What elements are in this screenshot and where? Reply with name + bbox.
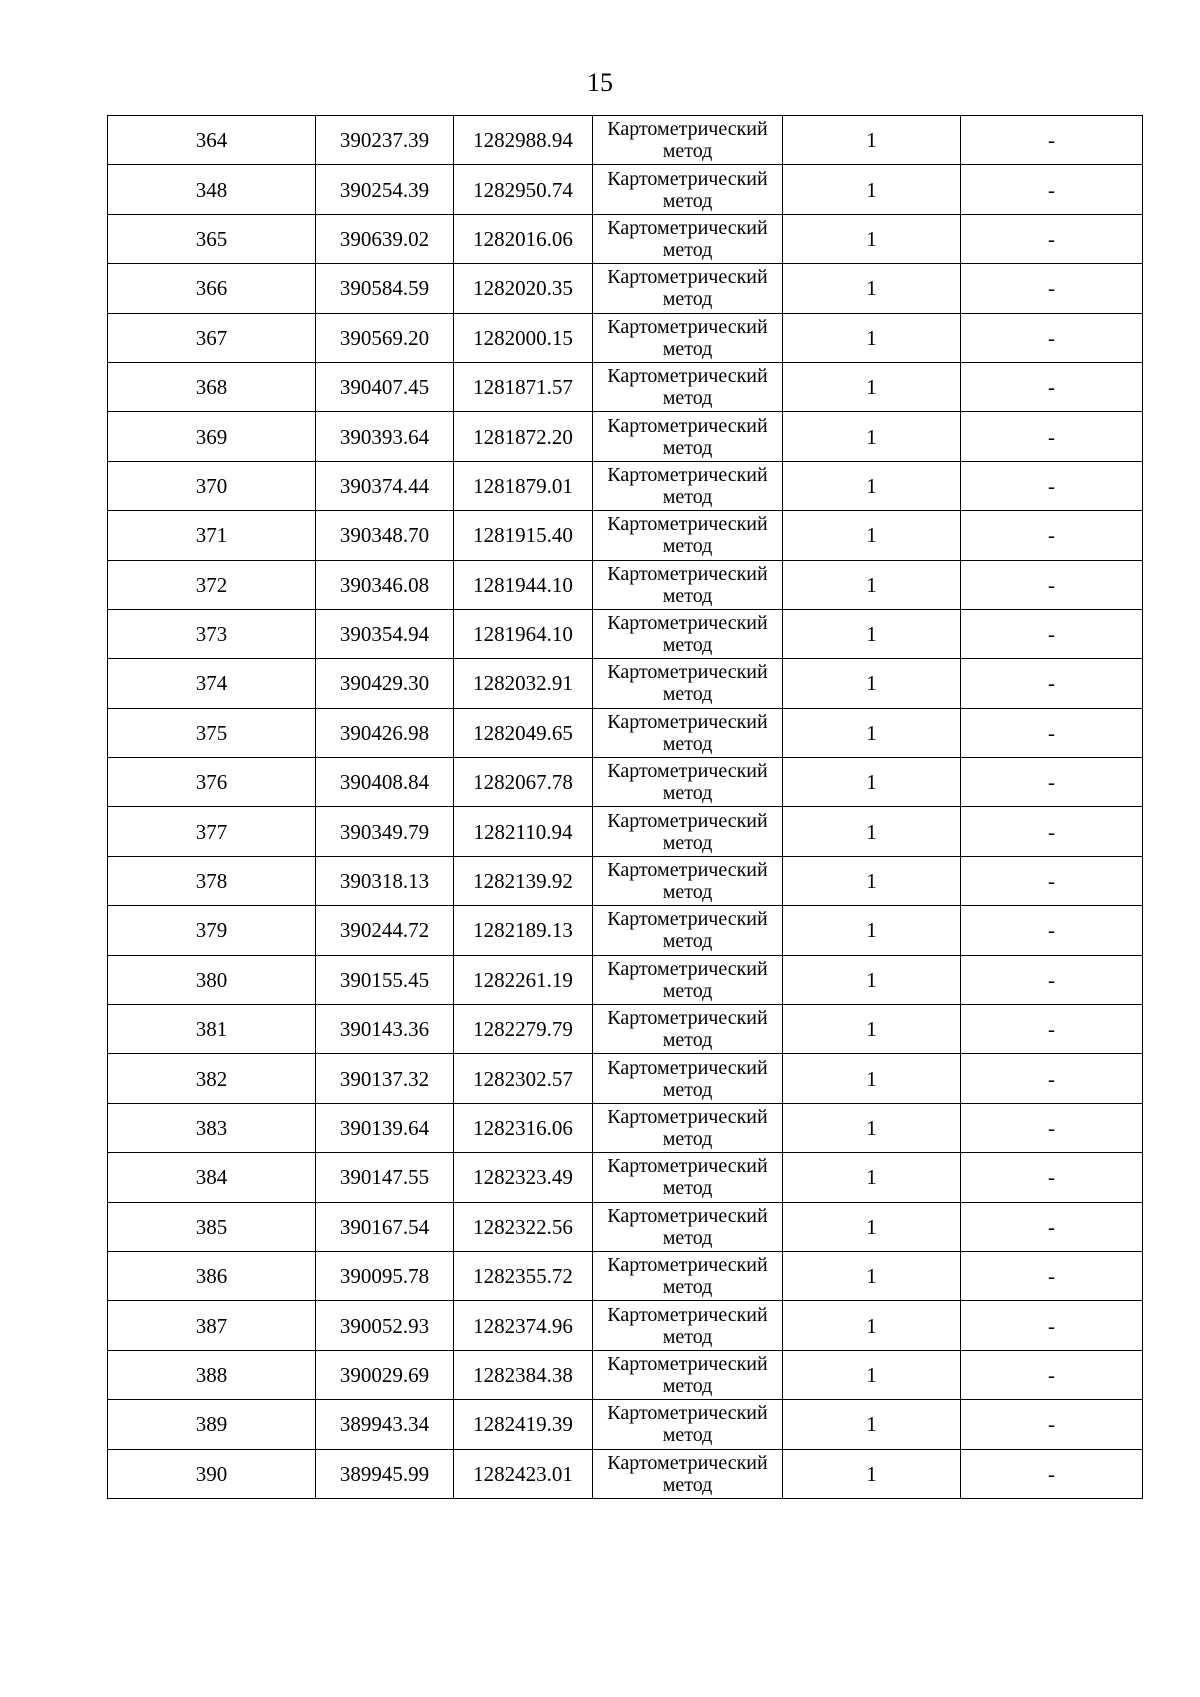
method-cell: Картометрический метод: [593, 955, 783, 1004]
method-cell: Картометрический метод: [593, 1251, 783, 1300]
y-coordinate-cell: 1282419.39: [454, 1400, 593, 1449]
point-number-cell: 378: [108, 856, 316, 905]
point-number-cell: 390: [108, 1449, 316, 1498]
method-cell: Картометрический метод: [593, 708, 783, 757]
y-coordinate-cell: 1282189.13: [454, 906, 593, 955]
accuracy-cell: 1: [783, 1251, 961, 1300]
table-row: [108, 659, 1143, 708]
x-coordinate-cell: 390254.39: [316, 165, 454, 214]
description-cell: -: [961, 1400, 1143, 1449]
x-coordinate-cell: 390155.45: [316, 955, 454, 1004]
description-cell: -: [961, 906, 1143, 955]
accuracy-cell: 1: [783, 609, 961, 658]
method-cell: Картометрический метод: [593, 1301, 783, 1350]
table-row: [108, 362, 1143, 411]
description-cell: -: [961, 560, 1143, 609]
point-number-cell: 375: [108, 708, 316, 757]
method-cell: Картометрический метод: [593, 362, 783, 411]
page-number: 15: [587, 68, 613, 97]
method-cell: Картометрический метод: [593, 758, 783, 807]
method-cell: Картометрический метод: [593, 1153, 783, 1202]
point-number-cell: 388: [108, 1350, 316, 1399]
description-cell: -: [961, 758, 1143, 807]
point-number-cell: 380: [108, 955, 316, 1004]
description-cell: -: [961, 659, 1143, 708]
description-cell: -: [961, 1153, 1143, 1202]
description-cell: -: [961, 955, 1143, 1004]
table-row: [108, 1449, 1143, 1498]
x-coordinate-cell: 390147.55: [316, 1153, 454, 1202]
x-coordinate-cell: 390095.78: [316, 1251, 454, 1300]
y-coordinate-cell: 1281872.20: [454, 412, 593, 461]
method-cell: Картометрический метод: [593, 116, 783, 165]
y-coordinate-cell: 1282355.72: [454, 1251, 593, 1300]
accuracy-cell: 1: [783, 1301, 961, 1350]
table-row: [108, 511, 1143, 560]
description-cell: -: [961, 116, 1143, 165]
description-cell: -: [961, 609, 1143, 658]
accuracy-cell: 1: [783, 461, 961, 510]
method-cell: Картометрический метод: [593, 1202, 783, 1251]
y-coordinate-cell: 1282032.91: [454, 659, 593, 708]
table-row: [108, 1202, 1143, 1251]
accuracy-cell: 1: [783, 165, 961, 214]
description-cell: -: [961, 362, 1143, 411]
accuracy-cell: 1: [783, 511, 961, 560]
y-coordinate-cell: 1282316.06: [454, 1103, 593, 1152]
table-row: [108, 214, 1143, 263]
accuracy-cell: 1: [783, 659, 961, 708]
point-number-cell: 364: [108, 116, 316, 165]
method-cell: Картометрический метод: [593, 906, 783, 955]
y-coordinate-cell: 1281871.57: [454, 362, 593, 411]
point-number-cell: 369: [108, 412, 316, 461]
description-cell: -: [961, 461, 1143, 510]
description-cell: -: [961, 1054, 1143, 1103]
accuracy-cell: 1: [783, 560, 961, 609]
accuracy-cell: 1: [783, 955, 961, 1004]
point-number-cell: 379: [108, 906, 316, 955]
x-coordinate-cell: 390137.32: [316, 1054, 454, 1103]
point-number-cell: 348: [108, 165, 316, 214]
y-coordinate-cell: 1282049.65: [454, 708, 593, 757]
accuracy-cell: 1: [783, 1005, 961, 1054]
point-number-cell: 368: [108, 362, 316, 411]
x-coordinate-cell: 390569.20: [316, 313, 454, 362]
description-cell: -: [961, 708, 1143, 757]
y-coordinate-cell: 1282423.01: [454, 1449, 593, 1498]
x-coordinate-cell: 390237.39: [316, 116, 454, 165]
x-coordinate-cell: 390029.69: [316, 1350, 454, 1399]
y-coordinate-cell: 1282020.35: [454, 264, 593, 313]
y-coordinate-cell: 1282988.94: [454, 116, 593, 165]
point-number-cell: 383: [108, 1103, 316, 1152]
y-coordinate-cell: 1282000.15: [454, 313, 593, 362]
y-coordinate-cell: 1282374.96: [454, 1301, 593, 1350]
y-coordinate-cell: 1282384.38: [454, 1350, 593, 1399]
y-coordinate-cell: 1282110.94: [454, 807, 593, 856]
table-row: [108, 906, 1143, 955]
accuracy-cell: 1: [783, 708, 961, 757]
point-number-cell: 372: [108, 560, 316, 609]
x-coordinate-cell: 390407.45: [316, 362, 454, 411]
point-number-cell: 389: [108, 1400, 316, 1449]
accuracy-cell: 1: [783, 214, 961, 263]
point-number-cell: 385: [108, 1202, 316, 1251]
method-cell: Картометрический метод: [593, 214, 783, 263]
method-cell: Картометрический метод: [593, 511, 783, 560]
method-cell: Картометрический метод: [593, 1103, 783, 1152]
table-row: [108, 807, 1143, 856]
x-coordinate-cell: 390639.02: [316, 214, 454, 263]
table-row: [108, 1350, 1143, 1399]
accuracy-cell: 1: [783, 1103, 961, 1152]
method-cell: Картометрический метод: [593, 659, 783, 708]
point-number-cell: 381: [108, 1005, 316, 1054]
method-cell: Картометрический метод: [593, 807, 783, 856]
description-cell: -: [961, 165, 1143, 214]
method-cell: Картометрический метод: [593, 1350, 783, 1399]
point-number-cell: 386: [108, 1251, 316, 1300]
point-number-cell: 366: [108, 264, 316, 313]
description-cell: -: [961, 1202, 1143, 1251]
point-number-cell: 384: [108, 1153, 316, 1202]
accuracy-cell: 1: [783, 264, 961, 313]
description-cell: -: [961, 1301, 1143, 1350]
accuracy-cell: 1: [783, 758, 961, 807]
method-cell: Картометрический метод: [593, 1005, 783, 1054]
description-cell: -: [961, 511, 1143, 560]
table-row: [108, 1153, 1143, 1202]
y-coordinate-cell: 1282016.06: [454, 214, 593, 263]
method-cell: Картометрический метод: [593, 856, 783, 905]
point-number-cell: 376: [108, 758, 316, 807]
point-number-cell: 371: [108, 511, 316, 560]
description-cell: -: [961, 264, 1143, 313]
point-number-cell: 373: [108, 609, 316, 658]
y-coordinate-cell: 1282323.49: [454, 1153, 593, 1202]
table-row: [108, 560, 1143, 609]
x-coordinate-cell: 390244.72: [316, 906, 454, 955]
x-coordinate-cell: 389945.99: [316, 1449, 454, 1498]
point-number-cell: 365: [108, 214, 316, 263]
method-cell: Картометрический метод: [593, 609, 783, 658]
y-coordinate-cell: 1282139.92: [454, 856, 593, 905]
accuracy-cell: 1: [783, 1400, 961, 1449]
point-number-cell: 370: [108, 461, 316, 510]
method-cell: Картометрический метод: [593, 165, 783, 214]
y-coordinate-cell: 1281964.10: [454, 609, 593, 658]
x-coordinate-cell: 390348.70: [316, 511, 454, 560]
point-number-cell: 374: [108, 659, 316, 708]
x-coordinate-cell: 390374.44: [316, 461, 454, 510]
y-coordinate-cell: 1282261.19: [454, 955, 593, 1004]
table-row: [108, 313, 1143, 362]
accuracy-cell: 1: [783, 116, 961, 165]
table-row: [108, 264, 1143, 313]
point-number-cell: 377: [108, 807, 316, 856]
table-row: [108, 1103, 1143, 1152]
x-coordinate-cell: 390052.93: [316, 1301, 454, 1350]
coordinates-table-body: [108, 116, 1143, 1499]
table-row: [108, 609, 1143, 658]
x-coordinate-cell: 390584.59: [316, 264, 454, 313]
table-row: [108, 1054, 1143, 1103]
table-row: [108, 1301, 1143, 1350]
method-cell: Картометрический метод: [593, 313, 783, 362]
method-cell: Картометрический метод: [593, 264, 783, 313]
point-number-cell: 367: [108, 313, 316, 362]
table-row: [108, 955, 1143, 1004]
x-coordinate-cell: 390167.54: [316, 1202, 454, 1251]
x-coordinate-cell: 390318.13: [316, 856, 454, 905]
accuracy-cell: 1: [783, 1153, 961, 1202]
method-cell: Картометрический метод: [593, 560, 783, 609]
x-coordinate-cell: 390143.36: [316, 1005, 454, 1054]
y-coordinate-cell: 1282302.57: [454, 1054, 593, 1103]
point-number-cell: 382: [108, 1054, 316, 1103]
table-row: [108, 708, 1143, 757]
description-cell: -: [961, 412, 1143, 461]
accuracy-cell: 1: [783, 807, 961, 856]
description-cell: -: [961, 856, 1143, 905]
table-row: [108, 1005, 1143, 1054]
table-row: [108, 856, 1143, 905]
y-coordinate-cell: 1282322.56: [454, 1202, 593, 1251]
y-coordinate-cell: 1282950.74: [454, 165, 593, 214]
method-cell: Картометрический метод: [593, 1400, 783, 1449]
accuracy-cell: 1: [783, 1350, 961, 1399]
description-cell: -: [961, 1350, 1143, 1399]
accuracy-cell: 1: [783, 362, 961, 411]
table-row: [108, 412, 1143, 461]
x-coordinate-cell: 390429.30: [316, 659, 454, 708]
point-number-cell: 387: [108, 1301, 316, 1350]
x-coordinate-cell: 390139.64: [316, 1103, 454, 1152]
x-coordinate-cell: 389943.34: [316, 1400, 454, 1449]
x-coordinate-cell: 390408.84: [316, 758, 454, 807]
table-row: [108, 165, 1143, 214]
y-coordinate-cell: 1281944.10: [454, 560, 593, 609]
accuracy-cell: 1: [783, 313, 961, 362]
description-cell: -: [961, 1103, 1143, 1152]
accuracy-cell: 1: [783, 1054, 961, 1103]
accuracy-cell: 1: [783, 906, 961, 955]
description-cell: -: [961, 1005, 1143, 1054]
description-cell: -: [961, 807, 1143, 856]
description-cell: -: [961, 313, 1143, 362]
method-cell: Картометрический метод: [593, 1054, 783, 1103]
accuracy-cell: 1: [783, 1449, 961, 1498]
y-coordinate-cell: 1282067.78: [454, 758, 593, 807]
x-coordinate-cell: 390393.64: [316, 412, 454, 461]
x-coordinate-cell: 390346.08: [316, 560, 454, 609]
accuracy-cell: 1: [783, 1202, 961, 1251]
x-coordinate-cell: 390426.98: [316, 708, 454, 757]
x-coordinate-cell: 390349.79: [316, 807, 454, 856]
table-row: [108, 758, 1143, 807]
table-row: [108, 116, 1143, 165]
description-cell: -: [961, 1449, 1143, 1498]
table-row: [108, 1251, 1143, 1300]
coordinates-table: [107, 115, 1143, 1499]
table-row: [108, 1400, 1143, 1449]
accuracy-cell: 1: [783, 412, 961, 461]
table-row: [108, 461, 1143, 510]
description-cell: -: [961, 214, 1143, 263]
y-coordinate-cell: 1281879.01: [454, 461, 593, 510]
x-coordinate-cell: 390354.94: [316, 609, 454, 658]
y-coordinate-cell: 1281915.40: [454, 511, 593, 560]
method-cell: Картометрический метод: [593, 412, 783, 461]
method-cell: Картометрический метод: [593, 1449, 783, 1498]
y-coordinate-cell: 1282279.79: [454, 1005, 593, 1054]
accuracy-cell: 1: [783, 856, 961, 905]
method-cell: Картометрический метод: [593, 461, 783, 510]
description-cell: -: [961, 1251, 1143, 1300]
